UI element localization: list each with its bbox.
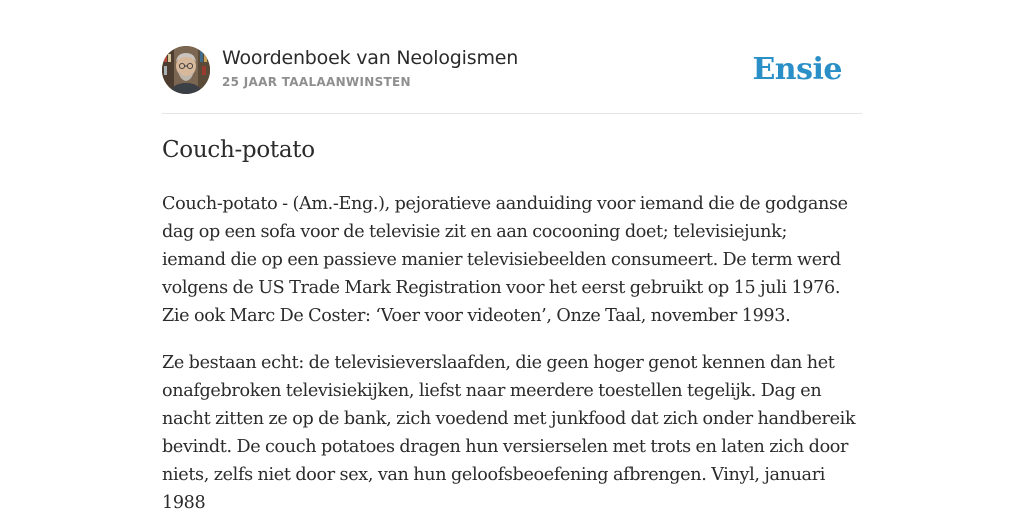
author-avatar[interactable] bbox=[162, 46, 210, 94]
avatar-portrait-icon bbox=[162, 46, 210, 94]
paragraph-line: niets, zelfs niet door sex, van hun geloofsbeoefening afbrengen. Vinyl, januari bbox=[162, 465, 826, 485]
quote-paragraph bbox=[162, 349, 866, 512]
paragraph-line: bevindt. De couch potatoes dragen hun versierselen met trots en laten zich door bbox=[162, 437, 849, 457]
paragraph-line: iemand die op een passieve manier televisiebeelden consumeert. De term werd bbox=[162, 250, 841, 270]
paragraph-line: Couch-potato - (Am.-Eng.), pejoratieve aanduiding voor iemand die de godganse bbox=[162, 194, 848, 214]
paragraph-line: Ze bestaan echt: de televisieverslaafden, die geen hoger genot kennen dan het bbox=[162, 353, 835, 373]
paragraph-line: volgens de US Trade Mark Registration voor het eerst gebruikt op 15 juli 1976. bbox=[162, 278, 841, 298]
page-title: Couch-potato bbox=[162, 137, 315, 163]
paragraph-line: dag op een sofa voor de televisie zit en aan cocooning doet; televisiejunk; bbox=[162, 222, 788, 242]
header-divider bbox=[162, 113, 862, 114]
paragraph-line: Zie ook Marc De Coster: ‘Voer voor videoten’, Onze Taal, november 1993. bbox=[162, 306, 791, 326]
definition-paragraph bbox=[162, 190, 866, 330]
paragraph-line: 1988 bbox=[162, 493, 206, 512]
paragraph-line: onafgebroken televisiekijken, liefst naar meerdere toestellen tegelijk. Dag en bbox=[162, 381, 822, 401]
paragraph-line: nacht zitten ze op de bank, zich voedend met junkfood dat zich onder handbereik bbox=[162, 409, 856, 429]
site-subtitle: 25 JAAR TAALAANWINSTEN bbox=[222, 75, 411, 89]
ensie-logo[interactable]: Ensie bbox=[752, 52, 842, 87]
header bbox=[162, 46, 862, 96]
site-title[interactable]: Woordenboek van Neologismen bbox=[222, 47, 519, 69]
